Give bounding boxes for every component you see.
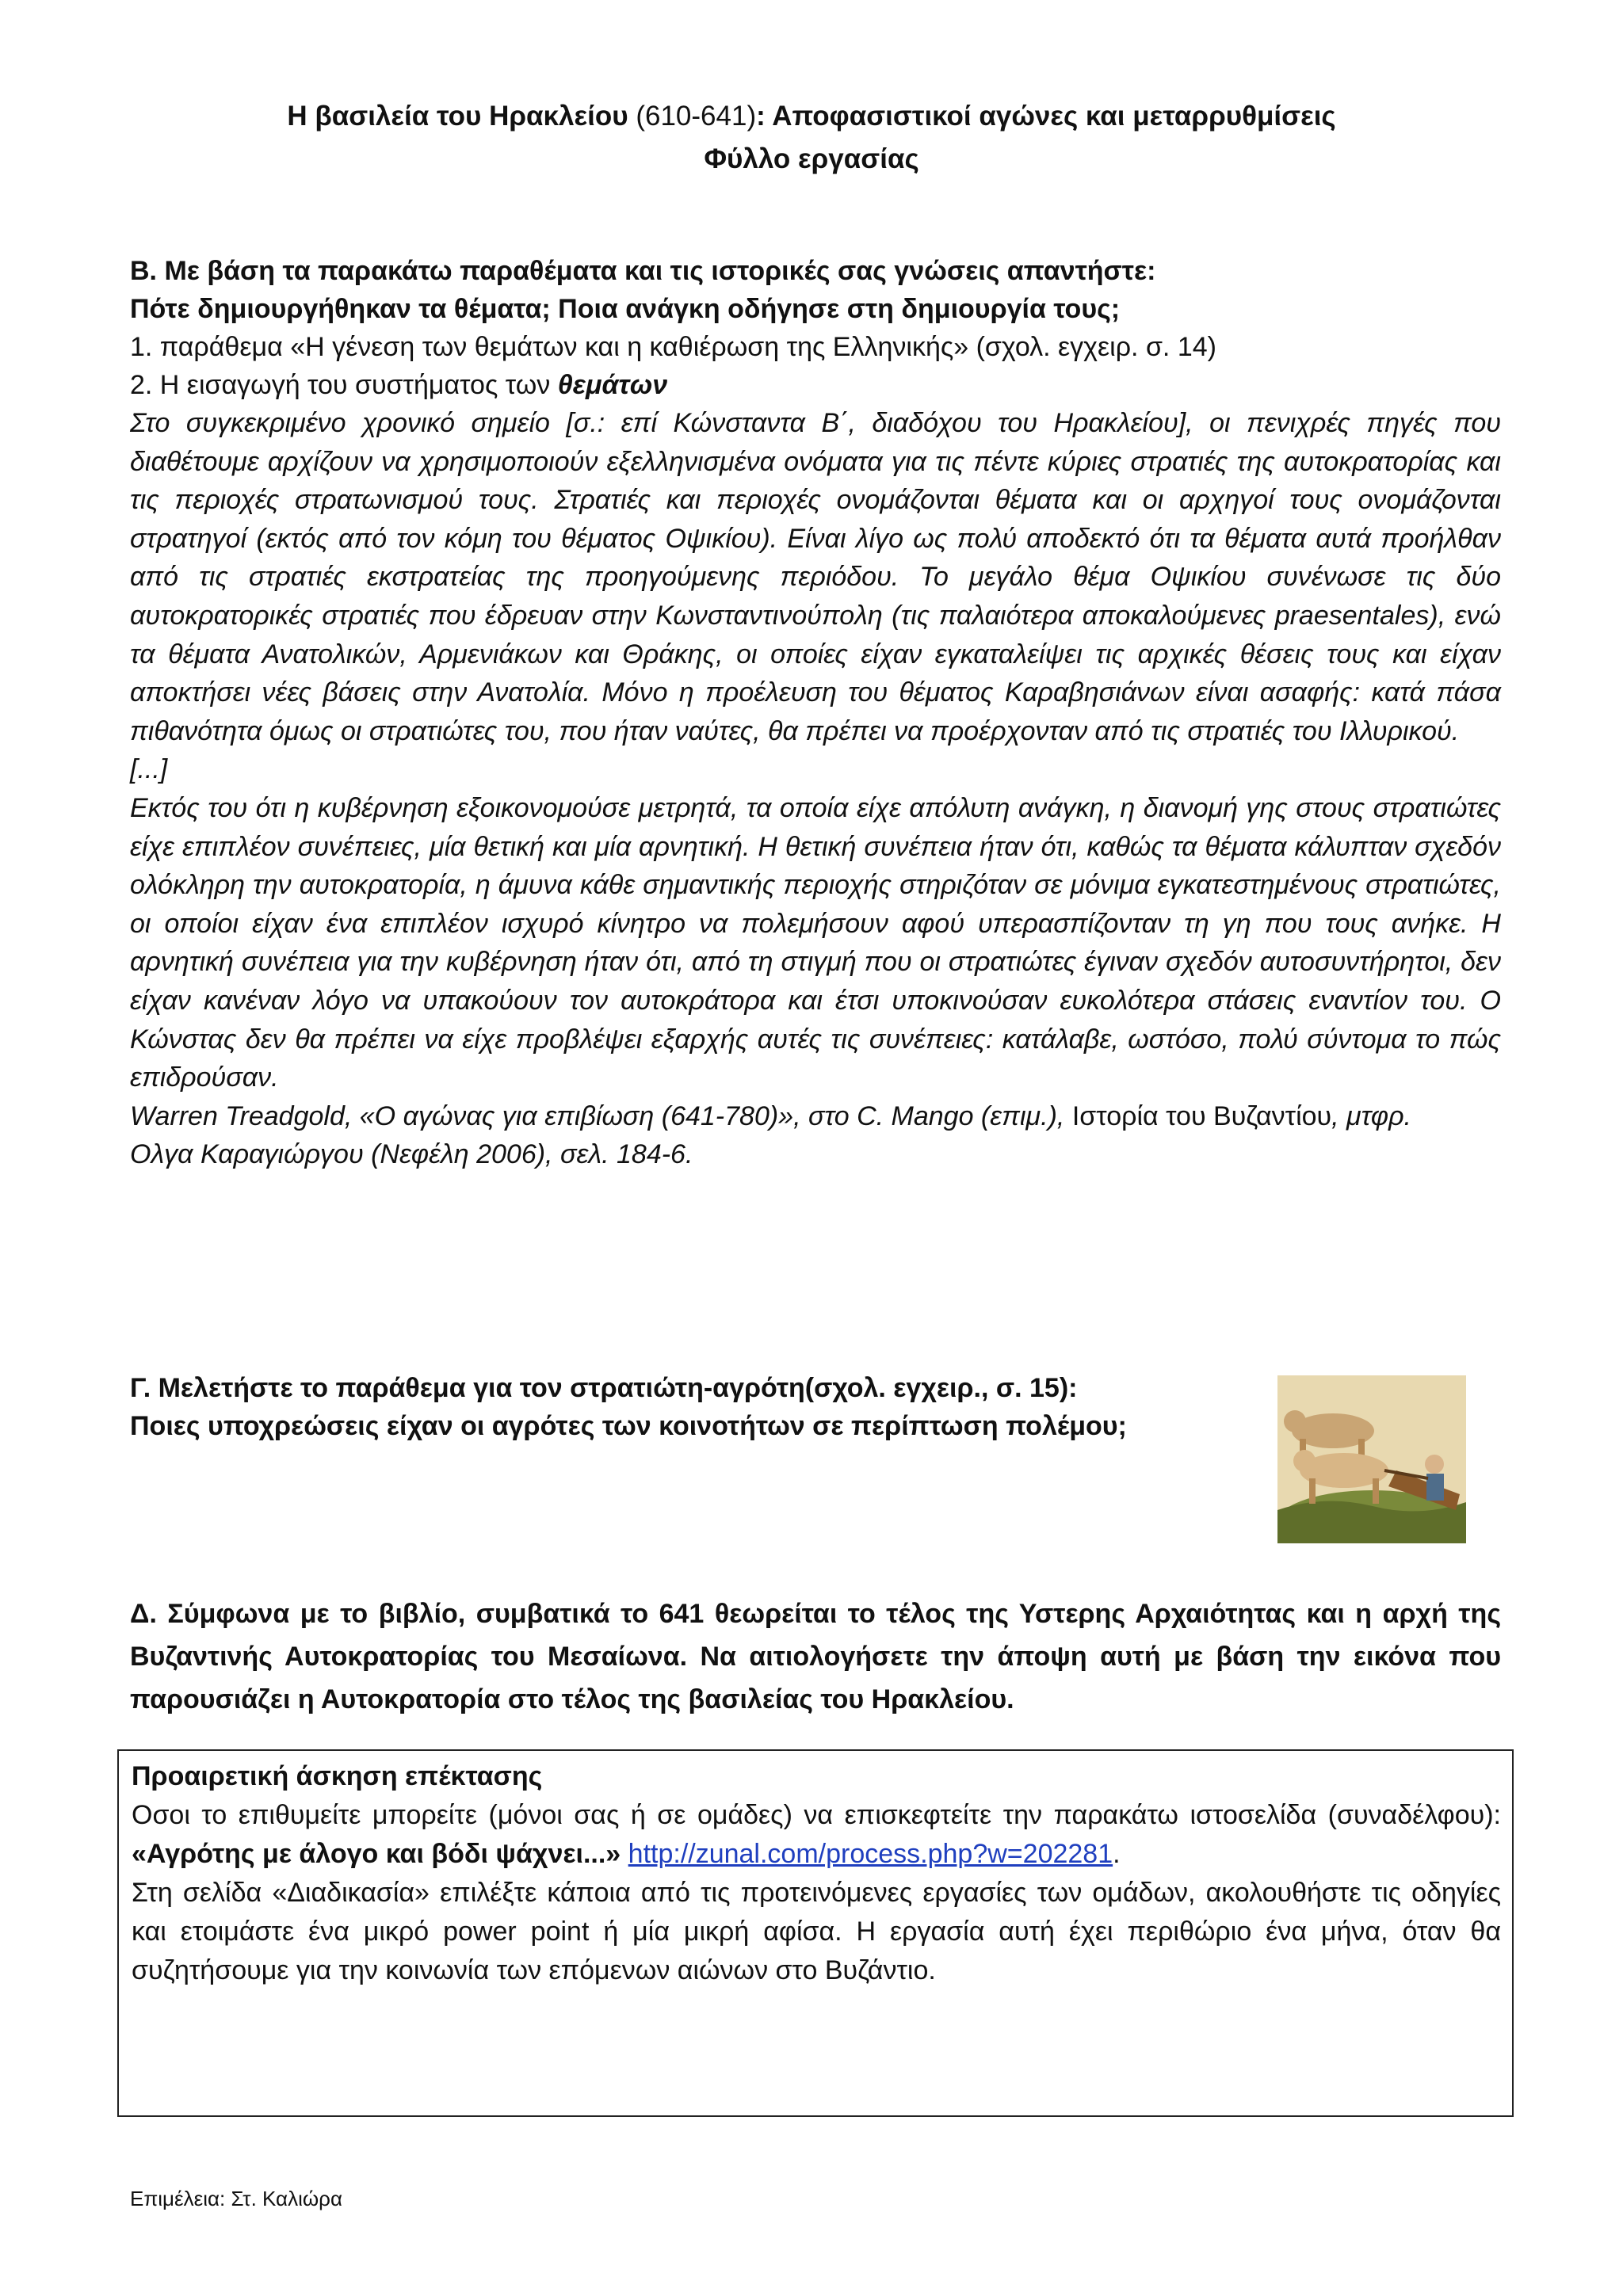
section-b-item-2: 2. Η εισαγωγή του συστήματος των θεμάτων (130, 370, 668, 400)
quote-ellipsis: [...] (130, 754, 168, 785)
zunal-link[interactable]: http://zunal.com/process.php?w=202281 (628, 1839, 1113, 1869)
section-g (130, 1369, 1184, 1445)
plow-icon (1277, 1375, 1466, 1543)
footer-editor: Επιμέλεια: Στ. Καλιώρα (130, 2187, 342, 2210)
section-b-item-1: 1. παράθεμα «Η γένεση των θεμάτων και η καθιέρωση της Ελληνικής» (σχολ. εγχειρ. σ. 14) (130, 332, 1216, 362)
quote-paragraph-1: Στο συγκεκριμένο χρονικό σημείο [σ.: επί Κώνσταντα Β΄, διαδόχου του Ηρακλείου], οι πενιχρές πηγές που διαθέτουμε αρχίζουν να χρησιμοποιούν εξελληνισμένα ονόματα για τις πέντε κύριες στρατιές της αυτοκρατορίας και τις περιοχές στρατωνισμού τους. Στρατιές και περιοχές ονομάζονται θέματα και οι αρχηγοί τους ονομάζονται στρατηγοί (εκτός από τον κόμη του θέματος Οψικίου). Είναι λίγο ως πολύ αποδεκτό ότι τα θέματα αυτά προήλθαν από τις στρατιές εκστρατείας της προηγούμενης περιόδου. Το μεγάλο θέμα Οψικίου συνένωσε τις δύο αυτοκρατορικές στρατιές που έδρευαν στην Κωνσταντινούπολη (τις παλαιότερα αποκαλούμενες praesentales), ενώ τα θέματα Ανατολικών, Αρμενιάκων και Θράκης, οι οποίες είχαν εγκαταλείψει τις αρχικές θέσεις τους και είχαν αποκτήσει νέες βάσεις στην Ανατολία. Μόνο η προέλευση του θέματος Καραβησιάνων είναι ασαφής: κατά πάσα πιθανότητα όμως οι στρατιώτες του, που ήταν ναύτες, θα πρέπει να προέρχονταν από τις στρατιές του Ιλλυρικού. (130, 408, 1501, 746)
plowing-oxen-illustration (1277, 1375, 1466, 1543)
section-b (130, 252, 1501, 1173)
section-b-question: Πότε δημιουργήθηκαν τα θέματα; Ποια ανάγκη οδήγησε στη δημιουργία τους; (130, 294, 1121, 324)
quote-paragraph-2: Εκτός του ότι η κυβέρνηση εξοικονομούσε μετρητά, τα οποία είχε απόλυτη ανάγκη, η διανομή γης στους στρατιώτες είχε επιπλέον συνέπειες, μία θετική και μία αρνητική. Η θετική συνέπεια ήταν ότι, καθώς τα θέματα κάλυπταν σχεδόν ολόκληρη την αυτοκρατορία, η άμυνα κάθε σημαντικής περιοχής στηριζόταν σε μόνιμα εγκατεστημένους στρατιώτες, οι οποίοι είχαν ένα επιπλέον ισχυρό κίνητρο να πολεμήσουν αφού υπερασπίζονταν τη γη που τους ανήκε. Η αρνητική συνέπεια για την κυβέρνηση ήταν ότι, από τη στιγμή που οι στρατιώτες έγιναν σχεδόν αυτοσυντήρητοι, δεν είχαν κανέναν λόγο να υπακούουν τον αυτοκράτορα και έτσι υποκινούσαν ευκολότερα στάσεις εναντίον του. Ο Κώνστας δεν θα πρέπει να είχε προβλέψει εξαρχής αυτές τις συνέπειες: κατάλαβε, ωστόσο, πολύ σύντομα το πώς επιδρούσαν. (130, 792, 1501, 1093)
extension-paragraph-2: Στη σελίδα «Διαδικασία» επιλέξτε κάποια από τις προτεινόμενες εργασίες των ομάδων, ακολουθήστε τις οδηγίες και ετοιμάστε ένα μικρό power point ή μία μικρή αφίσα. Η εργασία αυτή έχει περιθώριο ένα μήνα, όταν θα συζητήσουμε για την κοινωνία των επόμενων αιώνων στο Βυζάντιο. (132, 1878, 1501, 1985)
section-g-question: Ποιες υποχρεώσεις είχαν οι αγρότες των κοινοτήτων σε περίπτωση πολέμου; (130, 1411, 1127, 1441)
extension-title: Προαιρετική άσκηση επέκτασης (132, 1761, 543, 1791)
section-d: Δ. Σύμφωνα με το βιβλίο, συμβατικά το 641 θεωρείται το τέλος της Υστερης Αρχαιότητας και η αρχή της Βυζαντινής Αυτοκρατορίας του Μεσαίωνα. Να αιτιολογήσετε την άποψη αυτή με βάση την εικόνα που παρουσιάζει η Αυτοκρατορία στο τέλος της βασιλείας του Ηρακλείου. (130, 1599, 1501, 1714)
extension-box (117, 1749, 1514, 2117)
section-b-instruction: Β. Με βάση τα παρακάτω παραθέματα και τις ιστορικές σας γνώσεις απαντήστε: (130, 256, 1156, 286)
page-header (0, 95, 1623, 181)
quote-block (130, 404, 1501, 1097)
quote-source: Warren Treadgold, «Ο αγώνας για επιβίωση (641-780)», στο C. Mango (επιμ.), Ιστορία του Βυζαντίου, μτφρ. Ολγα Καραγιώργου (Νεφέλη 2006), σελ. 184-6. (130, 1100, 1411, 1169)
page-title: Η βασιλεία του Ηρακλείου (610-641): Αποφασιστικοί αγώνες και μεταρρυθμίσεις (287, 101, 1336, 132)
section-g-instruction: Γ. Μελετήστε το παράθεμα για τον στρατιώτη-αγρότη(σχολ. εγχειρ., σ. 15): (130, 1373, 1078, 1403)
page-subtitle: Φύλλο εργασίας (704, 143, 919, 174)
extension-paragraph-1: Οσοι το επιθυμείτε μπορείτε (μόνοι σας ή σε ομάδες) να επισκεφτείτε την παρακάτω ιστοσελίδα (συναδέλφου): «Αγρότης με άλογο και βόδι ψάχνει...» http://zunal.com/process.php?w=202281. (132, 1800, 1501, 1869)
